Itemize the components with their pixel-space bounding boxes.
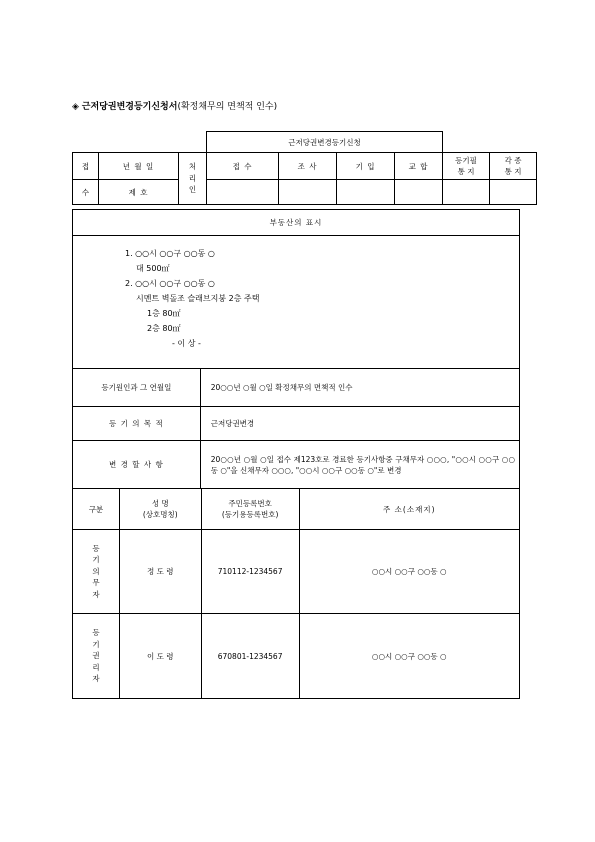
blank-josa	[279, 180, 337, 205]
receipt-table	[72, 131, 537, 205]
receipt-header: 근저당권변경등기신청	[207, 132, 443, 153]
document-title	[72, 99, 277, 112]
receipt-jeop: 접	[73, 153, 99, 180]
blank-jeopsu	[207, 180, 279, 205]
blank-gyohap	[395, 180, 443, 205]
change-value: 20○○년 ○월 ○일 접수 제123호로 경료한 등기사항중 구채무자 ○○○, "○○시 ○○구 ○○동 ○"을 신채무자 ○○○, "○○시 ○○구 ○○동 ○"로 변경	[200, 441, 519, 489]
purpose-label: 등 기 의 목 적	[73, 407, 201, 441]
property-table	[72, 209, 520, 489]
role-obligee: 등 기 권 리 자	[73, 614, 120, 699]
col-josa: 조 사	[279, 153, 337, 180]
receipt-date: 년 월 일	[99, 153, 179, 180]
purpose-value: 근저당권변경	[200, 407, 519, 441]
col-gyohap: 교 합	[395, 153, 443, 180]
cheori-in: 처 리 인	[179, 153, 207, 205]
change-label: 변 경 할 사 항	[73, 441, 201, 489]
obligor-id: 710112-1234567	[201, 530, 299, 614]
col-giip: 기 입	[337, 153, 395, 180]
table-row	[73, 530, 520, 614]
property-header: 부동산의 표시	[73, 210, 520, 236]
obligee-id: 670801-1234567	[201, 614, 299, 699]
col-jeopsu: 접 수	[207, 153, 279, 180]
col-notice-2: 각 종 통 지	[490, 153, 537, 180]
header-name: 성 명 (상호명칭)	[119, 489, 201, 530]
cause-value: 20○○년 ○월 ○일 확정채무의 면책적 인수	[200, 369, 519, 407]
title-sub: (확정채무의 면책적 인수)	[177, 102, 278, 112]
title-main: 근저당권변경등기신청서	[81, 102, 178, 112]
property-line: 1. ○○시 ○○구 ○○동 ○	[125, 249, 215, 258]
header-id: 주민등록번호 (등기용등록번호)	[201, 489, 299, 530]
role-obligor: 등 기 의 무 자	[73, 530, 120, 614]
receipt-su: 수	[73, 180, 99, 205]
property-line: 2층 80㎡	[147, 324, 181, 333]
blank-notice-2	[490, 180, 537, 205]
obligee-name: 이 도 령	[119, 614, 201, 699]
obligee-address: ○○시 ○○구 ○○동 ○	[299, 614, 519, 699]
property-line: 1층 80㎡	[147, 309, 181, 318]
obligor-address: ○○시 ○○구 ○○동 ○	[299, 530, 519, 614]
obligor-name: 정 도 령	[119, 530, 201, 614]
parties-table	[72, 488, 520, 699]
blank-giip	[337, 180, 395, 205]
property-description	[73, 236, 520, 369]
diamond-marker-icon: ◈	[72, 102, 79, 112]
property-line: 2. ○○시 ○○구 ○○동 ○	[125, 279, 215, 288]
property-line: - 이 상 -	[172, 339, 201, 348]
col-notice-1: 등기필 통 지	[443, 153, 490, 180]
property-line: 대 500㎡	[136, 264, 170, 273]
property-line: 시멘트 벽돌조 슬래브지붕 2층 주택	[136, 294, 260, 303]
table-row	[73, 614, 520, 699]
blank-notice-1	[443, 180, 490, 205]
header-address: 주 소(소재지)	[299, 489, 519, 530]
receipt-no: 제 호	[99, 180, 179, 205]
header-gubun: 구분	[73, 489, 120, 530]
cause-label: 등기원인과 그 연월일	[73, 369, 201, 407]
